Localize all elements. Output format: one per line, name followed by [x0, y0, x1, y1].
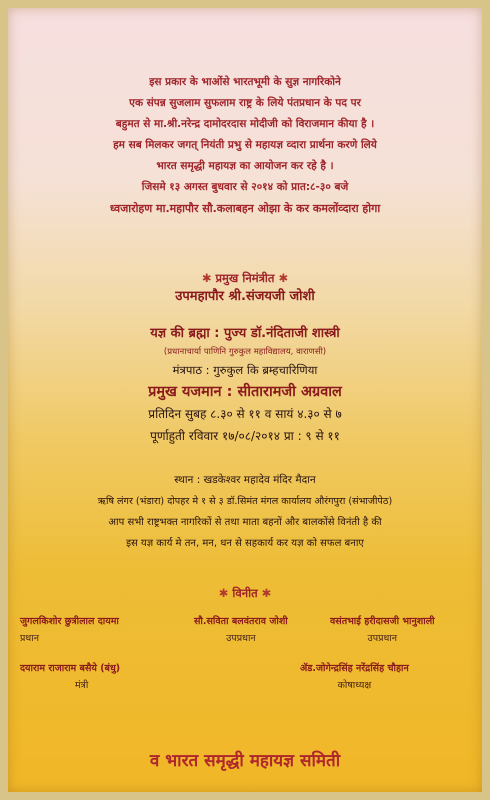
venue-section — [8, 470, 482, 554]
chief-host: प्रमुख यजमान : सीतारामजी अग्रवाल — [148, 384, 342, 400]
chief-guest-section — [8, 271, 482, 308]
mantra-path: मंत्रपाठ : गुरुकुल कि ब्रम्हचारिणिया — [172, 363, 318, 377]
start-date-line: जिसमे १३ अगस्त बुधवार से २०१४ को प्रात:८-३० बजे — [141, 181, 349, 193]
humble-section-heading — [8, 586, 482, 601]
invitation-card — [8, 8, 482, 792]
star-icon: ✱ — [201, 271, 212, 285]
chief-guest-heading: प्रमुख निमंत्रीत — [215, 271, 275, 285]
committee-member — [194, 613, 288, 647]
intro-line-1: इस प्रकार के भाओंसे भारतभूमी के सुज्ञ नागरिकोने — [149, 76, 341, 88]
member-name: सौ.सविता बलवंतराव जोशी — [194, 616, 288, 627]
ritual-section — [8, 323, 482, 447]
committee-member — [20, 613, 119, 647]
member-name: ॲड.जोगेन्द्रसिंह नरेंद्रसिंह चौहान — [300, 663, 409, 674]
member-role: मंत्री — [75, 680, 89, 691]
langar-details: ऋषि लंगर (भंडारा) दोपहर मे १ से ३ डॉ.सिमंत मंगल कार्यालय औरंगपुरा (संभाजीपेठ) — [97, 496, 393, 507]
venue-place: स्थान : खडकेश्वर महादेव मंदिर मैदान — [174, 474, 316, 486]
yagna-brahma: यज्ञ की ब्रह्मा : पुज्य डॉ.नंदिताजी शास्त्री — [150, 326, 340, 341]
member-role: उपप्रधान — [226, 633, 256, 644]
brahma-affiliation: (प्रधानाचार्या पाणिनि गुरुकुल महाविद्यालय, वाराणसी) — [163, 347, 327, 357]
committee-member — [330, 613, 435, 647]
member-name: जुगलकिशोर छुत्रीलाल दायमा — [20, 616, 119, 627]
member-role: प्रधान — [20, 633, 39, 644]
purnahuti-timing: पूर्णाहुती रविवार १७/०८/२०१४ प्रा : ९ से ११ — [150, 429, 340, 443]
humble-heading: विनीत — [232, 586, 258, 600]
request-line-1: आप सभी राष्ट्रभक्त नागरिकों से तथा माता बहनों और बालकोंसे विनंती है की — [108, 517, 382, 528]
member-role: उपप्रधान — [367, 633, 398, 644]
committee-member — [300, 660, 409, 694]
invitation-intro — [8, 72, 482, 219]
intro-line-4: हम सब मिलकर जगत् नियंती प्रभु से महायज्ञ व्दारा प्रार्थना करणे लिये — [113, 139, 377, 151]
committee-member — [20, 660, 120, 694]
star-icon: ✱ — [278, 271, 289, 285]
intro-line-3: बहुमत से मा.श्री.नरेन्द्र दामोदरदास मोदीजी को विराजमान कीया है । — [115, 118, 375, 130]
flag-hoisting-line: ध्वजारोहण मा.महापौर सौ.कलाबहन ओझा के कर कमलोंव्दारा होगा — [109, 202, 381, 215]
member-role: कोषाध्यक्ष — [337, 680, 372, 691]
member-name: दयाराम राजाराम बसैये (बंधु) — [20, 663, 121, 674]
star-icon: ✱ — [218, 586, 229, 600]
daily-timing: प्रतिदिन सुबह ८.३० से ११ व सायं ४.३० से ७ — [148, 407, 342, 421]
organizer-title: व भारत समृद्धी महायज्ञ समिती — [149, 751, 341, 771]
intro-line-5: भारत समृद्धी महायज्ञ का आयोजन कर रहे है । — [156, 160, 334, 172]
request-line-2: इस यज्ञ कार्य मे तन, मन, धन से सहकार्य कर यज्ञ को सफल बनाए — [126, 538, 364, 549]
chief-guest-name: उपमहापौर श्री.संजयजी जोशी — [175, 289, 315, 304]
star-icon: ✱ — [261, 586, 272, 600]
intro-line-2: एक संपन्न सुजलाम सुफलाम राष्ट्र के लिये पंतप्रधान के पद पर — [129, 97, 361, 109]
member-name: वसंतभाई हरीदासजी भानुशाली — [330, 616, 435, 627]
